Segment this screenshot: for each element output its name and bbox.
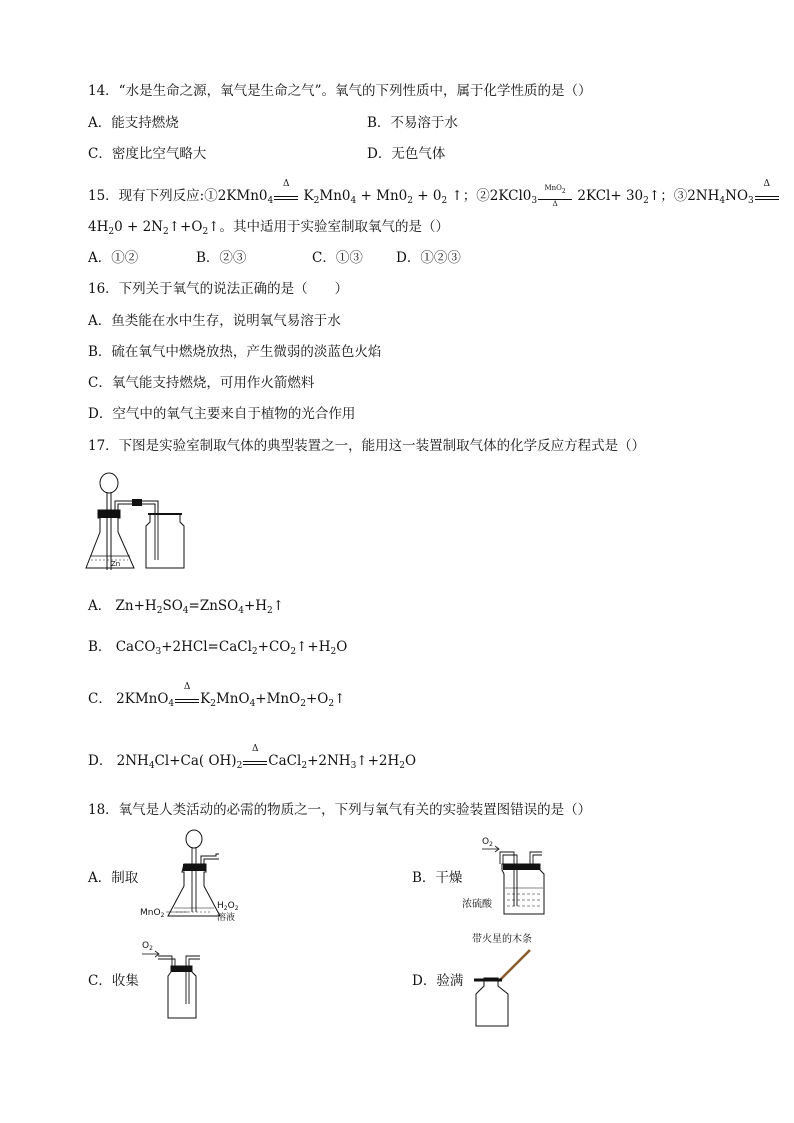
- svg-text:带火星的木条: 带火星的木条: [472, 934, 532, 945]
- q15-stem-line2: $4H_20$ + $2N_2↑+O_2↑$。其中适用于实验室制取氧气的是（）: [88, 219, 449, 237]
- q18-option-b[interactable]: B．干燥: [412, 870, 463, 886]
- catalyst-condition: MnO2 Δ: [538, 191, 572, 200]
- svg-text:Zn: Zn: [111, 560, 121, 568]
- q14-option-a[interactable]: A．能支持燃烧: [88, 115, 179, 131]
- q18-figure-a: [140, 828, 250, 928]
- q16-option-a[interactable]: A．鱼类能在水中生存，说明氧气易溶于水: [88, 313, 341, 329]
- q18-figure-d: [462, 930, 572, 1030]
- q14-option-b[interactable]: B．不易溶于水: [367, 115, 458, 131]
- heat-condition: Δ: [175, 691, 199, 703]
- q16-option-d[interactable]: D．空气中的氧气主要来自于植物的光合作用: [88, 406, 356, 422]
- q15-option-d[interactable]: D．①②③: [396, 250, 461, 266]
- q17-option-a[interactable]: A． $Zn+H_2SO_4=ZnSO_4+H_2↑$: [88, 598, 285, 616]
- q17-option-b[interactable]: B． $CaCO_3+2HCl=CaCl_2+CO_2↑+H_2O$: [88, 639, 348, 657]
- q17-option-c[interactable]: C． 2KMnO$_4$ Δ $K_2MnO_4+MnO_2+O_2↑$: [88, 682, 346, 709]
- q18-option-d[interactable]: D．验满: [412, 973, 464, 989]
- q17-apparatus-figure: [88, 470, 188, 580]
- q14-option-c[interactable]: C．密度比空气略大: [88, 146, 207, 162]
- q17-stem: 17．下图是实验室制取气体的典型装置之一，能用这一装置制取气体的化学反应方程式是（）: [88, 438, 646, 454]
- heat-condition: Δ: [755, 188, 779, 200]
- q15-stem-line1: 15．现有下列反应$:①2KMn0_4$ Δ $K_2Mn0_4 + Mn0_2 + 0_2$ ↑；$②2KCl0_3$ MnO2 Δ $2KCl+ 30_2↑$；$③2NH_4NO_3$ Δ: [88, 187, 780, 210]
- q17-option-d[interactable]: D． $2NH_4Cl+Ca$( $OH)_2$ Δ $CaCl_2+2NH_3↑+2H_2O$: [88, 744, 417, 771]
- q16-option-b[interactable]: B．硫在氧气中燃烧放热，产生微弱的淡蓝色火焰: [88, 344, 382, 360]
- svg-text:O2: $O_2$: [482, 837, 493, 848]
- q18-figure-c: [140, 938, 230, 1022]
- svg-text:溶液: 溶液: [217, 913, 236, 923]
- q18-stem: 18．氧气是人类活动的必需的物质之一，下列与氧气有关的实验装置图错误的是（）: [88, 802, 592, 818]
- q14-stem: 14．“水是生命之源，氧气是生命之气”。氧气的下列性质中，属于化学性质的是（）: [88, 83, 592, 99]
- heat-condition: Δ: [243, 753, 267, 765]
- heat-condition: Δ: [274, 188, 298, 200]
- svg-text:H2O2: $H_2O_2$: [217, 901, 239, 912]
- q16-option-c[interactable]: C．氧气能支持燃烧，可用作火箭燃料: [88, 375, 315, 391]
- q18-option-a[interactable]: A．制取: [88, 870, 139, 886]
- svg-text:O2: $O_2$: [142, 941, 153, 952]
- q14-option-d[interactable]: D．无色气体: [367, 146, 446, 162]
- q15-option-c[interactable]: C．①③: [312, 250, 363, 266]
- q15-option-b[interactable]: B．②③: [196, 250, 247, 266]
- q18-figure-b: [462, 836, 562, 921]
- q15-option-a[interactable]: A．①②: [88, 250, 139, 266]
- q18-option-c[interactable]: C．收集: [88, 973, 139, 989]
- svg-text:浓硫酸: 浓硫酸: [462, 899, 492, 910]
- q16-stem: 16．下列关于氧气的说法正确的是（ ）: [88, 281, 349, 297]
- svg-text:MnO2: MnO$_2$: [140, 908, 165, 919]
